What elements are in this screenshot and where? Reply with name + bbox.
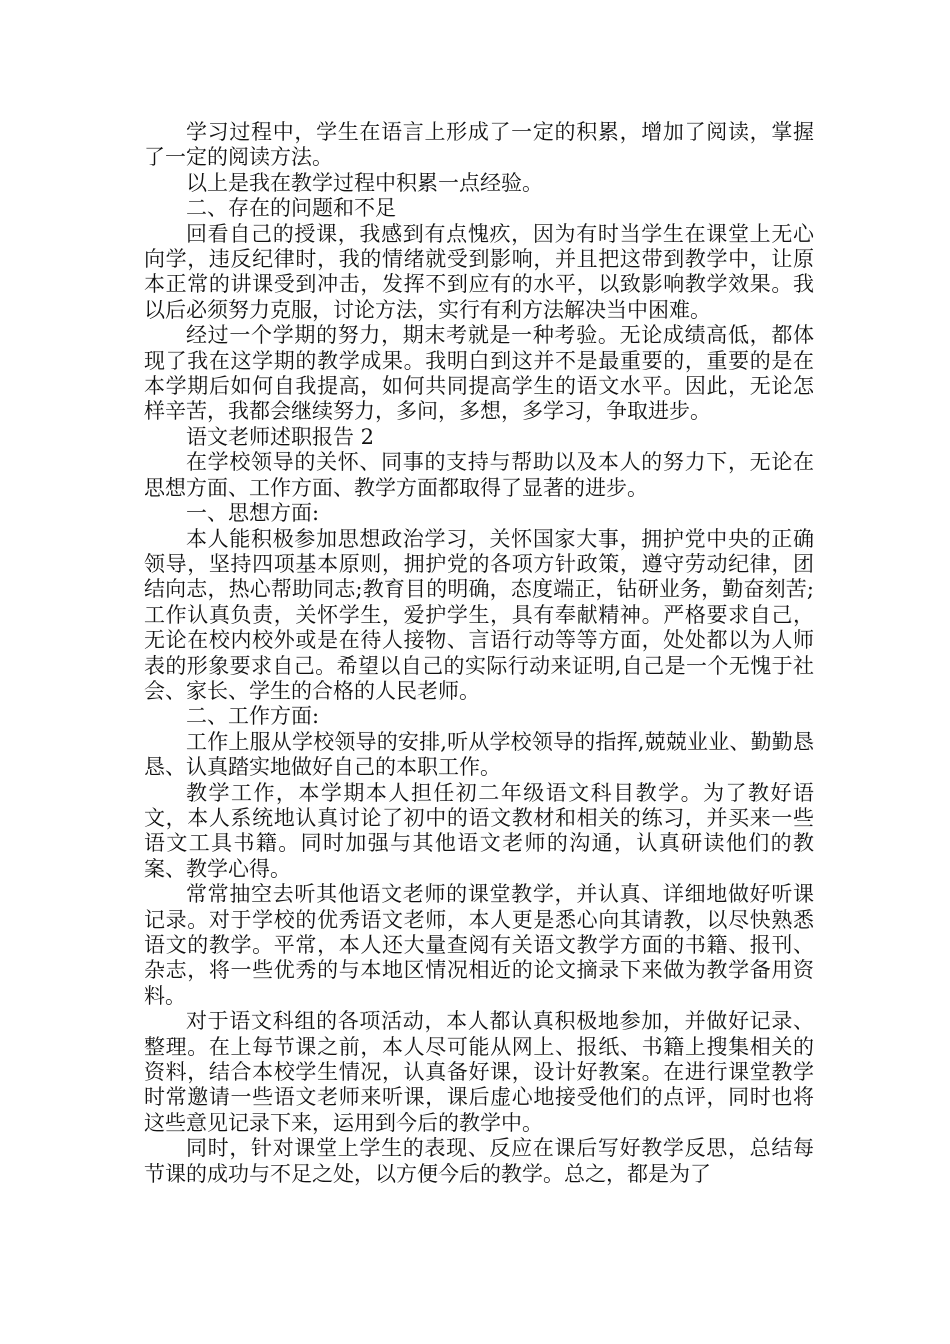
paragraph-3: 回看自己的授课，我感到有点愧疚，因为有时当学生在课堂上无心向学，违反纪律时，我的情绪就受到影响，并且把这带到教学中，让原本正常的讲课受到冲击，发挥不到应有的水平，以致影响教学效果。我以后必须努力克服，讨论方法，实行有利方法解决当中困难。 xyxy=(144,221,814,322)
report-title-2: 语文老师述职报告 2 xyxy=(186,424,375,449)
section-heading-problems: 二、存在的问题和不足 xyxy=(186,196,396,221)
paragraph-1: 学习过程中，学生在语言上形成了一定的积累，增加了阅读，掌握了一定的阅读方法。 xyxy=(144,120,814,170)
paragraph-8: 教学工作，本学期本人担任初二年级语文科目教学。为了教好语文，本人系统地认真讨论了初中的语文教材和相关的练习，并买来一些语文工具书籍。同时加强与其他语文老师的沟通，认真研读他们的教案、教学心得。 xyxy=(144,780,814,881)
paragraph-5: 在学校领导的关怀、同事的支持与帮助以及本人的努力下，无论在思想方面、工作方面、教学方面都取得了显著的进步。 xyxy=(144,450,814,500)
document-page xyxy=(144,120,814,1187)
paragraph-11: 同时，针对课堂上学生的表现、反应在课后写好教学反思，总结每节课的成功与不足之处，以方便今后的教学。总之，都是为了 xyxy=(144,1136,814,1186)
paragraph-9: 常常抽空去听其他语文老师的课堂教学，并认真、详细地做好听课记录。对于学校的优秀语文老师，本人更是悉心向其请教，以尽快熟悉语文的教学。平常，本人还大量查阅有关语文教学方面的书籍、报刊、杂志，将一些优秀的与本地区情况相近的论文摘录下来做为教学备用资料。 xyxy=(144,882,814,1008)
section-heading-work: 二、工作方面: xyxy=(186,704,320,729)
paragraph-7: 工作上服从学校领导的安排,听从学校领导的指挥,兢兢业业、勤勤恳恳、认真踏实地做好自己的本职工作。 xyxy=(144,729,814,780)
paragraph-10: 对于语文科组的各项活动，本人都认真积极地参加，并做好记录、整理。在上每节课之前，本人尽可能从网上、报纸、书籍上搜集相关的资料，结合本校学生情况，认真备好课，设计好教案。在进行课堂教学时常邀请一些语文老师来听课，课后虚心地接受他们的点评，同时也将这些意见记录下来，运用到今后的教学中。 xyxy=(144,1009,814,1135)
paragraph-6: 本人能积极参加思想政治学习，关怀国家大事，拥护党中央的正确领导，坚持四项基本原则，拥护党的各项方针政策，遵守劳动纪律，团结向志，热心帮助同志;教育目的明确，态度端正，钻研业务，勤奋刻苦;工作认真负责，关怀学生，爱护学生，具有奉献精神。严格要求自己，无论在校内校外或是在待人接物、言语行动等等方面，处处都以为人师表的形象要求自己。希望以自己的实际行动来证明,自己是一个无愧于社会、家长、学生的合格的人民老师。 xyxy=(144,526,814,703)
section-heading-thought: 一、思想方面: xyxy=(186,501,320,526)
paragraph-4: 经过一个学期的努力，期末考就是一种考验。无论成绩高低，都体现了我在这学期的教学成果。我明白到这并不是最重要的，重要的是在本学期后如何自我提高，如何共同提高学生的语文水平。因此，无论怎样辛苦，我都会继续努力，多问，多想，多学习，争取进步。 xyxy=(144,323,814,424)
paragraph-2: 以上是我在教学过程中积累一点经验。 xyxy=(186,170,543,195)
